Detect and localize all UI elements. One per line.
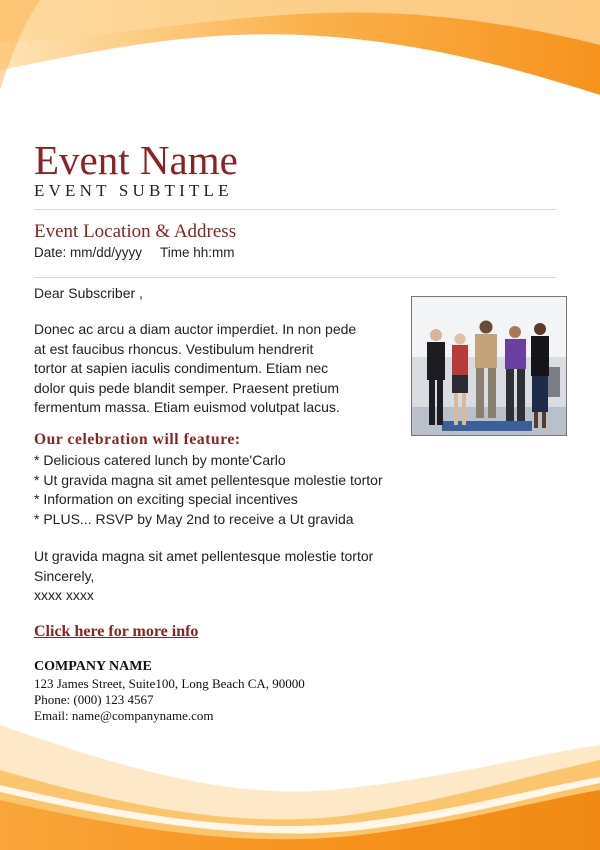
company-email: Email: name@companyname.com — [34, 708, 214, 723]
event-subtitle: EVENT SUBTITLE — [34, 181, 233, 200]
divider — [34, 209, 556, 210]
event-location: Event Location & Address — [34, 221, 237, 242]
event-date: Date: mm/dd/yyyy — [34, 245, 143, 260]
team-photo — [411, 296, 567, 436]
list-item: * PLUS... RSVP by May 2nd to receive a Ut gravida — [34, 510, 354, 527]
closing-line: xxxx xxxx — [34, 587, 94, 603]
list-item: * Delicious catered lunch by monte'Carlo — [34, 452, 286, 468]
team-photo-image — [412, 297, 566, 435]
paragraph-line: fermentum massa. Etiam euismod volutpat lacus. — [34, 399, 340, 415]
intro-paragraph — [34, 320, 404, 418]
divider — [34, 277, 556, 278]
list-item: * Information on exciting special incentives — [34, 491, 298, 507]
greeting: Dear Subscriber , — [34, 285, 143, 301]
event-title: Event Name — [34, 137, 238, 183]
paragraph-line: dolor quis pede blandit semper. Praesent pretium — [34, 379, 340, 396]
company-address: 123 James Street, Suite100, Long Beach CA, 90000 — [34, 676, 305, 691]
more-info-link[interactable]: Click here for more info — [34, 623, 199, 640]
closing — [34, 547, 373, 606]
company-phone: Phone: (000) 123 4567 — [34, 692, 154, 707]
feature-heading: Our celebration will feature: — [34, 431, 241, 448]
event-time: Time hh:mm — [160, 245, 235, 260]
feature-list — [34, 451, 383, 529]
paragraph-line: tortor at sapien iaculis condimentum. Etiam nec — [34, 360, 329, 376]
closing-line: Sincerely, — [34, 567, 95, 584]
closing-line: Ut gravida magna sit amet pellentesque molestie tortor — [34, 548, 374, 564]
paragraph-line: Donec ac arcu a diam auctor imperdiet. In non pede — [34, 321, 357, 337]
event-datetime — [34, 245, 235, 260]
paragraph-line: at est faucibus rhoncus. Vestibulum hendrerit — [34, 340, 314, 357]
list-item: * Ut gravida magna sit amet pellentesque molestie tortor — [34, 471, 383, 488]
company-info — [34, 658, 305, 724]
company-name: COMPANY NAME — [34, 659, 152, 674]
